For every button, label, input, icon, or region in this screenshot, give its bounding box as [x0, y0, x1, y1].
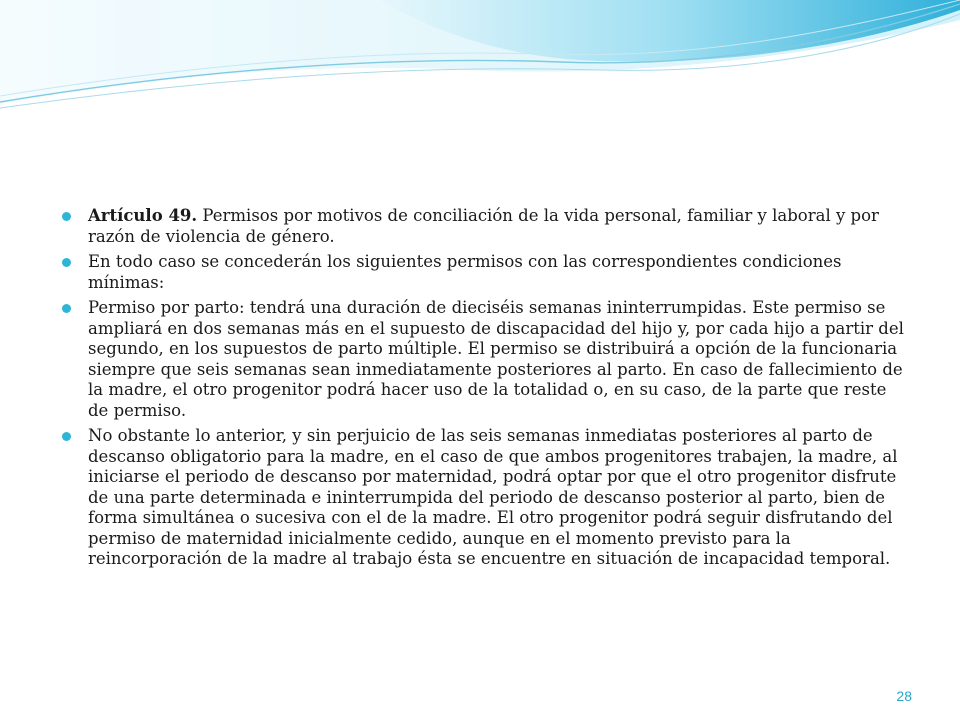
- bullet-text: Permiso por parto: tendrá una duración de dieciséis semanas ininterrumpidas. Este permiso se ampliará en dos semanas más en el supuesto de discapacidad del hijo y, por cada hijo a partir del segundo, en los supuestos de parto múltiple. El permiso se distribuirá a opción de la funcionaria siempre que seis semanas sean inmediatamente posteriores al parto. En caso de fallecimiento de la madre, el otro progenitor podrá hacer uso de la totalidad o, en su caso, de la parte que reste de permiso.: [88, 298, 904, 420]
- bullet-text: No obstante lo anterior, y sin perjuicio de las seis semanas inmediatas posteriores al parto de descanso obligatorio para la madre, en el caso de que ambos progenitores trabajen, la madre, al iniciarse el periodo de descanso por maternidad, podrá optar por que el otro progenitor disfrute de una parte determinada e ininterrumpida del periodo de descanso posterior al parto, bien de forma simultánea o sucesiva con el de la madre. El otro progenitor podrá seguir disfrutando del permiso de maternidad inicialmente cedido, aunque en el momento previsto para la reincorporación de la madre al trabajo ésta se encuentre en situación de incapacidad temporal.: [88, 426, 898, 568]
- bullet-item: [62, 252, 910, 293]
- bullet-dot-icon: [62, 212, 71, 221]
- page-number: 28: [896, 688, 912, 704]
- bullet-dot-icon: [62, 304, 71, 313]
- article-title: Permisos por motivos de conciliación de la vida personal, familiar y laboral y por razón de violencia de género.: [88, 206, 879, 246]
- bullet-text: En todo caso se concederán los siguientes permisos con las correspondientes condiciones mínimas:: [88, 252, 842, 292]
- bullet-item: [62, 206, 910, 247]
- bullet-dot-icon: [62, 432, 71, 441]
- bullet-dot-icon: [62, 258, 71, 267]
- bullet-list: [62, 206, 910, 575]
- header-wave-decoration: [0, 0, 960, 120]
- bullet-item: [62, 426, 910, 570]
- article-heading: Artículo 49.: [88, 206, 198, 225]
- bullet-item: [62, 298, 910, 421]
- bullet-text: [88, 206, 879, 246]
